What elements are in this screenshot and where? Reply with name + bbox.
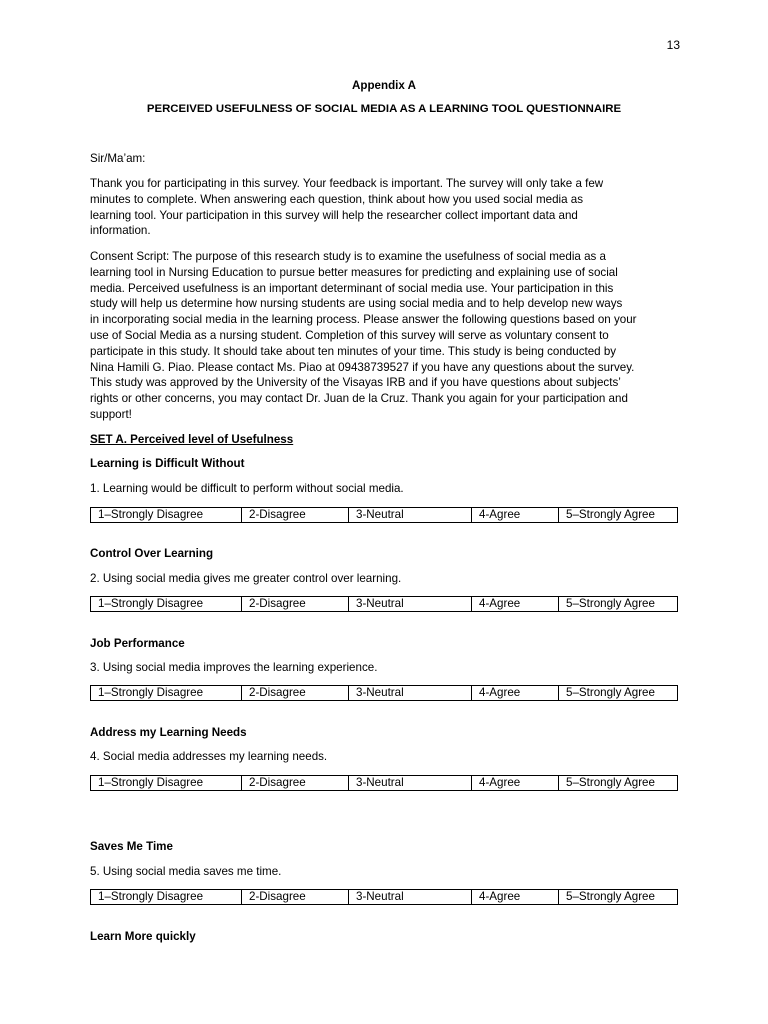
scale-option-strongly-agree[interactable]: 5–Strongly Agree: [559, 508, 678, 523]
scale-option-neutral[interactable]: 3-Neutral: [349, 508, 472, 523]
scale-option-disagree[interactable]: 2-Disagree: [242, 686, 349, 701]
consent-line: study will help us determine how nursing students are using social media and to help develop new ways: [90, 297, 623, 311]
intro-line: learning tool. Your participation in this survey will help the researcher collect important data and: [90, 208, 578, 222]
item-heading: Learning is Difficult Without: [90, 457, 245, 470]
scale-option-disagree[interactable]: 2-Disagree: [242, 890, 349, 905]
rating-scale: [90, 596, 678, 612]
consent-line: Consent Script: The purpose of this research study is to examine the usefulness of social media as a: [90, 250, 606, 263]
item-question: 2. Using social media gives me greater control over learning.: [90, 572, 402, 585]
item-heading: Learn More quickly: [90, 930, 196, 943]
consent-line: media. Perceived usefulness is an important determinant of social media use. Your participation in this: [90, 281, 614, 295]
scale-option-agree[interactable]: 4-Agree: [472, 686, 559, 701]
item-heading: Control Over Learning: [90, 547, 214, 560]
scale-option-neutral[interactable]: 3-Neutral: [349, 776, 472, 791]
consent-line: Nina Hamili G. Piao. Please contact Ms. Piao at 09438739527 if you have any questions about the survey.: [90, 360, 635, 374]
scale-option-neutral[interactable]: 3-Neutral: [349, 686, 472, 701]
scale-option-strongly-agree[interactable]: 5–Strongly Agree: [559, 776, 678, 791]
consent-line: This study was approved by the University of the Visayas IRB and if you have questions about subjects’: [90, 376, 621, 390]
set-a-heading: SET A. Perceived level of Usefulness: [90, 433, 294, 446]
scale-option-strongly-agree[interactable]: 5–Strongly Agree: [559, 890, 678, 905]
consent-line: learning tool in Nursing Education to pursue better measures for predicting and explaining use of social: [90, 265, 618, 279]
item-question: 4. Social media addresses my learning needs.: [90, 750, 328, 763]
rating-scale: [90, 507, 678, 523]
scale-option-disagree[interactable]: 2-Disagree: [242, 597, 349, 612]
scale-option-agree[interactable]: 4-Agree: [472, 508, 559, 523]
item-heading: Saves Me Time: [90, 840, 173, 853]
scale-option-neutral[interactable]: 3-Neutral: [349, 597, 472, 612]
scale-option-strongly-disagree[interactable]: 1–Strongly Disagree: [91, 508, 242, 523]
consent-line: rights or other concerns, you may contact Dr. Juan de la Cruz. Thank you again for your participation and: [90, 392, 628, 406]
rating-scale: [90, 685, 678, 701]
item-heading: Job Performance: [90, 637, 185, 650]
intro-paragraph: [90, 176, 678, 239]
scale-option-strongly-agree[interactable]: 5–Strongly Agree: [559, 597, 678, 612]
item-question: 1. Learning would be difficult to perform without social media.: [90, 482, 404, 495]
consent-line: in incorporating social media in the learning process. Please answer the following questions based on your: [90, 313, 637, 327]
consent-line: support!: [90, 407, 132, 421]
scale-option-strongly-disagree[interactable]: 1–Strongly Disagree: [91, 890, 242, 905]
intro-line: information.: [90, 224, 151, 238]
consent-line: use of Social Media as a nursing student. Completion of this survey will serve as voluntary consent to: [90, 328, 609, 342]
item-heading: Address my Learning Needs: [90, 726, 247, 739]
appendix-label: Appendix A: [352, 79, 416, 92]
scale-option-agree[interactable]: 4-Agree: [472, 890, 559, 905]
scale-option-strongly-disagree[interactable]: 1–Strongly Disagree: [91, 776, 242, 791]
scale-option-disagree[interactable]: 2-Disagree: [242, 508, 349, 523]
rating-scale: [90, 775, 678, 791]
consent-line: participate in this study. It should take about ten minutes of your time. This study is being conducted by: [90, 344, 617, 358]
scale-option-agree[interactable]: 4-Agree: [472, 776, 559, 791]
consent-paragraph: [90, 249, 678, 423]
item-question: 5. Using social media saves me time.: [90, 865, 282, 878]
scale-option-disagree[interactable]: 2-Disagree: [242, 776, 349, 791]
intro-line: minutes to complete. When answering each question, think about how you used social media as: [90, 192, 584, 206]
greeting: Sir/Ma’am:: [90, 152, 146, 165]
page-number: 13: [666, 38, 680, 52]
scale-option-strongly-agree[interactable]: 5–Strongly Agree: [559, 686, 678, 701]
rating-scale: [90, 889, 678, 905]
intro-line: Thank you for participating in this survey. Your feedback is important. The survey will only take a few: [90, 177, 604, 190]
scale-option-agree[interactable]: 4-Agree: [472, 597, 559, 612]
scale-option-neutral[interactable]: 3-Neutral: [349, 890, 472, 905]
item-question: 3. Using social media improves the learning experience.: [90, 661, 378, 674]
scale-option-strongly-disagree[interactable]: 1–Strongly Disagree: [91, 686, 242, 701]
questionnaire-title: PERCEIVED USEFULNESS OF SOCIAL MEDIA AS A LEARNING TOOL QUESTIONNAIRE: [146, 103, 622, 115]
scale-option-strongly-disagree[interactable]: 1–Strongly Disagree: [91, 597, 242, 612]
